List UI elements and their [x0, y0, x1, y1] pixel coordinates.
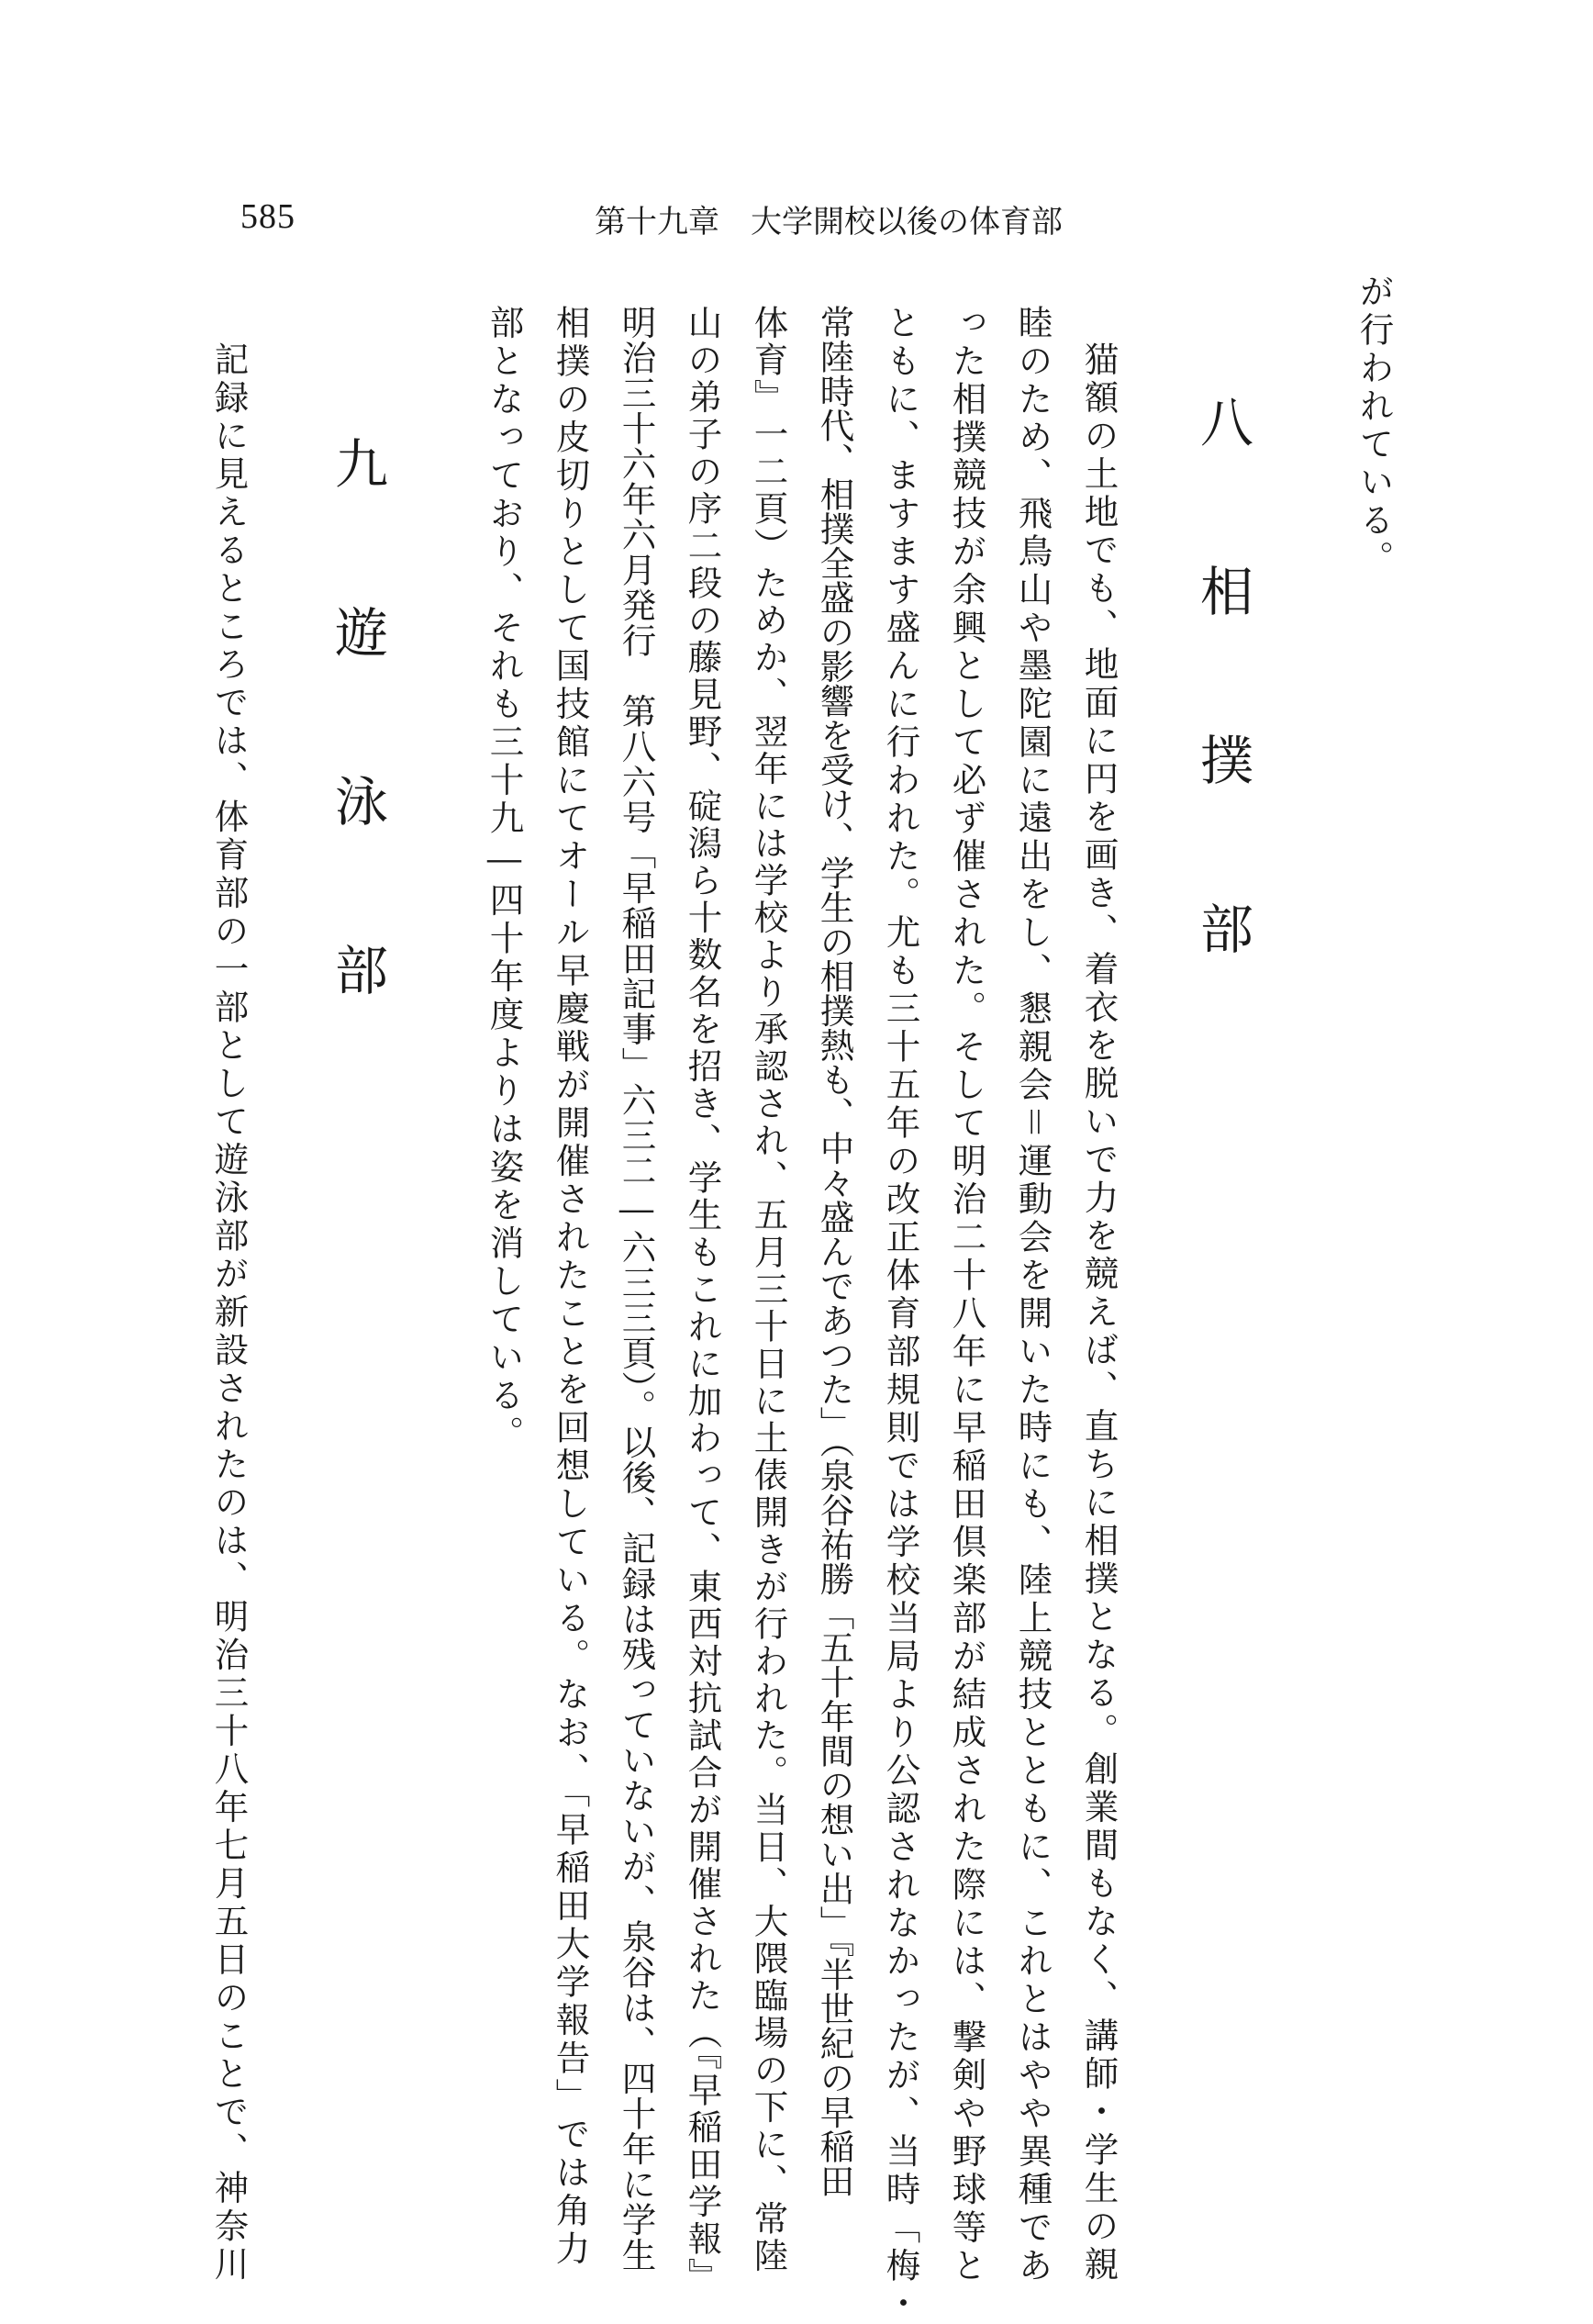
sumo-line-7: 山の弟子の序二段の藤見野、碇潟ら十数名を招き、学生もこれに加わって、東西対抗試合が開催された（『早稲田学報』: [682, 305, 723, 2296]
section-heading-sumo: 八 相 撲 部: [1191, 395, 1253, 986]
sumo-line-8: 明治三十六年六月発行 第八六号「早稲田記事」六三二―六三三頁）。以後、記録は残っていないが、泉谷は、四十年に学生: [616, 305, 657, 2273]
sumo-line-2: 睦のため、飛鳥山や墨陀園に遠出をし、懇親会＝運動会を開いた時にも、陸上競技とともに、これとはやや異種であ: [1012, 305, 1053, 2285]
sumo-line-1: 猫額の土地でも、地面に円を画き、着衣を脱いで力を競えば、直ちに相撲となる。創業間もなく、講師・学生の親: [1078, 341, 1120, 2285]
section-heading-swimming: 九 遊 泳 部: [326, 436, 388, 1027]
sumo-line-9: 相撲の皮切りとして国技館にてオール早慶戦が開催されたことを回想している。なお、「早稲田大学報告」では角力: [550, 305, 591, 2269]
sumo-line-6: 体育』一二頁）ためか、翌年には学校より承認され、五月三十日に土俵開きが行われた。当日、大隈臨場の下に、常陸: [748, 305, 789, 2275]
sumo-line-10: 部となっており、それも三十九―四十年度よりは姿を消している。: [484, 305, 525, 1454]
sumo-line-5: 常陸時代、相撲全盛の影響を受け、学生の相撲熱も、中々盛んであつた」（泉谷祐勝「五十年間の想い出」『半世紀の早稲田: [814, 305, 855, 2198]
swimming-line-1: 記録に見えるところでは、体育部の一部として遊泳部が新設されたのは、明治三十八年七月五日のことで、神奈川: [208, 341, 250, 2285]
page-number: 585: [240, 197, 295, 236]
lead-in-line: が行われている。: [1353, 274, 1395, 578]
sumo-line-4: ともに、ますます盛んに行われた。尤も三十五年の改正体育部規則では学校当局より公認されなかったが、当時「梅・: [880, 305, 921, 2324]
sumo-line-3: った相撲競技が余興として必ず催された。そして明治二十八年に早稲田倶楽部が結成された際には、撃剣や野球等と: [946, 305, 987, 2285]
running-header: 第十九章 大学開校以後の体育部: [595, 204, 1063, 240]
